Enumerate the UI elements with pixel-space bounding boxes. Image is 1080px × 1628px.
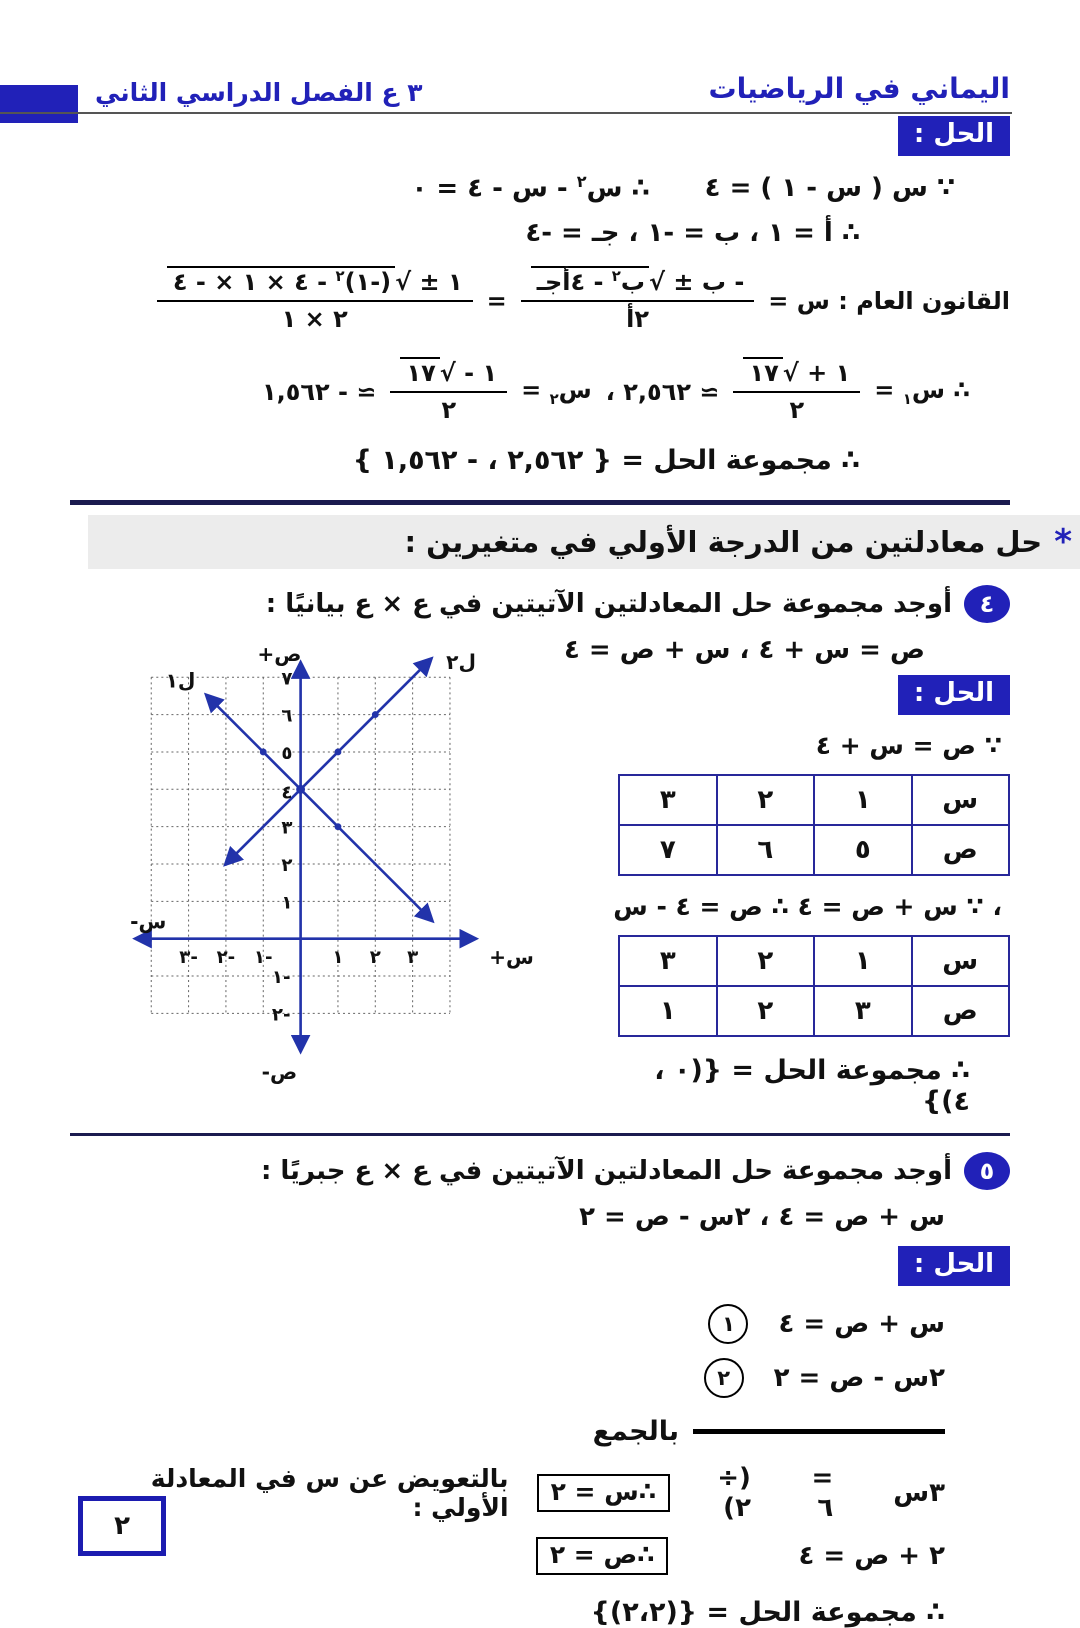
section-title: حل معادلتين من الدرجة الأولي في متغيرين : bbox=[404, 525, 1043, 560]
x-axis-negative-label: -س bbox=[130, 909, 167, 934]
x-tick: ٣- bbox=[179, 946, 198, 968]
y-tick: ١- bbox=[271, 967, 291, 989]
edition-title: ٣ ع الفصل الدراسي الثاني bbox=[95, 78, 423, 107]
table-cell: ١ bbox=[619, 986, 717, 1036]
numerator: - ب ± √ب$^٢$ - ٤أجـ bbox=[521, 268, 755, 302]
radical-sign: √ bbox=[439, 359, 456, 388]
page-content bbox=[70, 116, 1072, 1628]
equation-2-number: ٢ bbox=[704, 1358, 744, 1398]
table-row bbox=[619, 775, 1009, 825]
table-cell: س bbox=[912, 936, 1010, 986]
star-marker: * bbox=[1054, 522, 1072, 563]
equation-1-number: ١ bbox=[708, 1304, 748, 1344]
radical-sign: √ bbox=[395, 267, 412, 296]
table-cell: ١ bbox=[814, 936, 912, 986]
equation-2-text: ٢س - ص = ٢ bbox=[773, 1363, 945, 1394]
solution-badge-3: الحل : bbox=[898, 1246, 1010, 1286]
graph-column bbox=[70, 642, 618, 1085]
table-cell: ٣ bbox=[619, 775, 717, 825]
table-cell: ٢ bbox=[717, 936, 815, 986]
numerator: ١ ± √(-١)$^٢$ - ٤ × ١ × - ٤ bbox=[157, 268, 473, 302]
law-label: القانون العام : س = bbox=[768, 286, 1010, 315]
y-tick: ٤ bbox=[281, 782, 293, 804]
problem-5-header bbox=[70, 1152, 1010, 1190]
table-cell: س bbox=[912, 775, 1010, 825]
page-number-box: ٢ bbox=[78, 1496, 166, 1556]
header-corner-rect bbox=[0, 85, 78, 123]
sum-rule-line bbox=[693, 1429, 945, 1434]
line-l1-label: ل١ bbox=[165, 668, 196, 693]
radical-sign: √ bbox=[782, 359, 799, 388]
root1-label: ∴ س$_١$ = bbox=[874, 376, 970, 409]
formula-fraction-numeric bbox=[157, 268, 473, 334]
superscript: ٢ bbox=[576, 172, 587, 192]
book-title: اليماني في الرياضيات bbox=[708, 72, 1010, 105]
y-axis-negative-label: -ص bbox=[261, 1059, 298, 1084]
given-equation-1: ∵ ص = س + ٤ bbox=[815, 731, 1002, 761]
solution-badge-2: الحل : bbox=[898, 675, 1010, 715]
radicand: ١٧ bbox=[400, 357, 439, 387]
result-equation: ∴ س$^٢$ - س - ٤ = ٠ bbox=[411, 172, 650, 204]
root2-value: ≃ - ١,٥٦٢ bbox=[261, 378, 377, 407]
x-tick: ٢- bbox=[216, 946, 236, 968]
radicand: ب$^٢$ - ٤أجـ bbox=[531, 266, 649, 296]
table-row bbox=[619, 936, 1009, 986]
problem-5-number-badge: ٥ bbox=[964, 1152, 1010, 1190]
y-value-box: ∴ص = ٢ bbox=[536, 1537, 669, 1575]
solution-set-4: ∴ مجموعة الحل = {(٠ ، ٤)} bbox=[654, 1055, 970, 1118]
y-tick: ٢- bbox=[271, 1004, 291, 1026]
header-rule bbox=[0, 112, 1012, 114]
given-equation-2: ، ∵ س + ص = ٤ ∴ ص = ٤ - س bbox=[613, 892, 1002, 922]
solution-set-5: ∴ مجموعة الحل = {(٢،٢)} bbox=[590, 1597, 945, 1628]
problem-4-solution-column bbox=[613, 675, 1010, 1118]
numerator: ١ + √١٧ bbox=[733, 359, 860, 393]
denominator: ٢ × ١ bbox=[281, 304, 348, 333]
section-divider bbox=[70, 500, 1010, 505]
numbered-equation-1 bbox=[70, 1304, 945, 1344]
substituted-equation: ٢ + ص = ٤ bbox=[798, 1541, 945, 1572]
table-cell: ٢ bbox=[717, 986, 815, 1036]
line-l2-label: ل٢ bbox=[446, 650, 476, 675]
solution-badge-1: الحل : bbox=[898, 116, 1010, 156]
table-row bbox=[619, 825, 1009, 875]
line-l1 bbox=[207, 695, 432, 920]
equals-sign: = bbox=[486, 286, 507, 315]
x-tick: ١ bbox=[332, 946, 344, 968]
intersection-point bbox=[296, 785, 305, 794]
sum-rhs: = ٦ bbox=[811, 1463, 834, 1524]
problem-5-equations: س + ص = ٤ ، ٢س - ص = ٢ bbox=[579, 1202, 945, 1233]
table-cell: ٣ bbox=[619, 936, 717, 986]
y-axis-positive-label: +ص bbox=[257, 642, 302, 667]
section-divider-2 bbox=[70, 1133, 1010, 1136]
problem-5-title: أوجد مجموعة حل المعادلتين الآتيتين في ع × ع جبريًا : bbox=[260, 1156, 952, 1187]
line-l2 bbox=[226, 659, 431, 864]
problem-4-equations: ص = س + ٤ ، س + ص = ٤ bbox=[563, 635, 925, 666]
x-tick: ٢ bbox=[369, 946, 381, 968]
values-table-2 bbox=[618, 935, 1010, 1037]
table-cell: ١ bbox=[814, 775, 912, 825]
table-cell: ص bbox=[912, 986, 1010, 1036]
root2-fraction bbox=[390, 359, 507, 425]
sum-lhs: ٣س bbox=[893, 1478, 945, 1509]
substitution-row bbox=[70, 1537, 945, 1575]
add-word: بالجمع bbox=[592, 1416, 679, 1448]
table-cell: ٣ bbox=[814, 986, 912, 1036]
coefficients-line: ∴ أ = ١ ، ب = -١ ، جـ = -٤ bbox=[525, 217, 860, 248]
table-cell: ص bbox=[912, 825, 1010, 875]
y-tick: ٧ bbox=[281, 668, 293, 690]
root1-value: ≃ ٢,٥٦٢ ، bbox=[605, 378, 720, 407]
problem-4-number-badge: ٤ bbox=[964, 585, 1010, 623]
y-tick: ٥ bbox=[281, 743, 293, 765]
table-cell: ٦ bbox=[717, 825, 815, 875]
denominator: ٢ bbox=[789, 396, 805, 425]
numerator: ١ - √١٧ bbox=[390, 359, 507, 393]
substitution-note: بالتعويض عن س في المعادلة الأولي : bbox=[150, 1464, 509, 1523]
problem-4-title: أوجد مجموعة حل المعادلتين الآتيتين في ع × ع بيانيًا : bbox=[265, 589, 952, 620]
y-tick: ١ bbox=[281, 892, 293, 914]
x-value-box: ∴س = ٢ bbox=[537, 1474, 671, 1512]
x-axis-positive-label: +س bbox=[489, 944, 534, 969]
root1-fraction bbox=[733, 359, 860, 425]
table-cell: ٢ bbox=[717, 775, 815, 825]
section-title-band bbox=[88, 515, 1080, 569]
quadratic-formula-row bbox=[70, 268, 1010, 334]
numbered-equation-2 bbox=[70, 1358, 945, 1398]
denominator: ٢أ bbox=[626, 304, 649, 333]
sum-result-row bbox=[70, 1463, 945, 1523]
table-row bbox=[619, 986, 1009, 1036]
values-table-1 bbox=[618, 774, 1010, 876]
equation-line-1 bbox=[70, 172, 955, 204]
given-equation: ∵ س ( س - ١ ) = ٤ bbox=[704, 173, 955, 204]
root2-label: س$_٢$ = bbox=[521, 376, 592, 409]
denominator: ٢ bbox=[441, 396, 457, 425]
coordinate-graph bbox=[126, 642, 562, 1085]
x-tick: ١- bbox=[253, 946, 273, 968]
equation-1-text: س + ص = ٤ bbox=[778, 1309, 945, 1340]
problem-4-header bbox=[70, 585, 1010, 623]
radical-sign: √ bbox=[649, 267, 666, 296]
table-cell: ٥ bbox=[814, 825, 912, 875]
y-tick: ٢ bbox=[281, 855, 293, 877]
x-tick: ٣ bbox=[407, 946, 419, 968]
formula-fraction-symbolic bbox=[521, 268, 755, 334]
divide-op: (÷ ٢) bbox=[717, 1463, 751, 1524]
y-tick: ٣ bbox=[281, 817, 293, 839]
table-cell: ٧ bbox=[619, 825, 717, 875]
addition-step bbox=[70, 1416, 945, 1447]
solution-set-1: ∴ مجموعة الحل = { ٢,٥٦٢ ، - ١,٥٦٢ } bbox=[352, 445, 860, 477]
y-tick: ٦ bbox=[281, 705, 293, 727]
roots-line bbox=[70, 359, 970, 425]
radicand: ١٧ bbox=[743, 357, 782, 387]
radicand: (-١)$^٢$ - ٤ × ١ × - ٤ bbox=[167, 266, 395, 296]
